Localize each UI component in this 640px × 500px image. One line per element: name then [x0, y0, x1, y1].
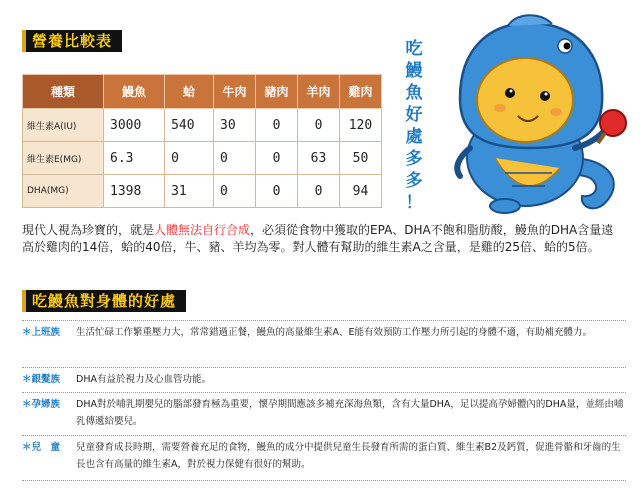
paragraph-highlight: 人體無法自行合成	[154, 223, 251, 237]
benefit-item-office-workers	[22, 324, 626, 362]
table-cell: 0	[165, 142, 214, 175]
table-cell: 0	[256, 175, 298, 208]
table-cell: 6.3	[104, 142, 165, 175]
table-cell: 94	[339, 175, 381, 208]
table-cell: 120	[339, 109, 381, 142]
divider	[22, 367, 626, 368]
table-cell: 30	[214, 109, 256, 142]
benefit-text: 兒童發育成長時期，需要營養充足的食物，鰻魚的成分中提供兒童生長發育所需的蛋白質、維生素B2及鈣質，促進骨骼和牙齒的生長也含有高量的維生素A，對於視力保健有很好的幫助。	[76, 442, 621, 470]
table-cell: 0	[297, 109, 339, 142]
col-header-lamb: 羊肉	[297, 75, 339, 109]
section-header-nutrition	[22, 30, 122, 52]
col-header-pork: 豬肉	[256, 75, 298, 109]
slogan-char: 吃	[405, 39, 423, 59]
col-header-type: 種類	[23, 75, 104, 109]
benefit-item-seniors	[22, 371, 626, 389]
nutrition-table	[22, 74, 382, 208]
table-cell: 0	[214, 142, 256, 175]
benefit-text: 生活忙碌工作繁重壓力大，常常錯過正餐，鰻魚的高量維生素A、E能有效預防工作壓力所引起的身體不適，有助補充體力。	[76, 327, 593, 338]
row-label: 維生素E(MG)	[23, 142, 104, 175]
section-title-benefits: 吃鰻魚對身體的好處	[26, 290, 186, 312]
table-cell: 0	[256, 142, 298, 175]
slogan-char: ！	[405, 193, 423, 213]
col-header-beef: 牛肉	[214, 75, 256, 109]
table-cell: 0	[256, 109, 298, 142]
col-header-chicken: 雞肉	[339, 75, 381, 109]
slogan-char: 魚	[405, 83, 423, 103]
divider	[22, 320, 626, 321]
benefit-tag: ＊孕婦族	[22, 399, 61, 410]
table-row	[23, 175, 382, 208]
paragraph-text-before: 現代人視為珍寶的，就是	[22, 223, 155, 237]
col-header-eel: 鰻魚	[104, 75, 165, 109]
row-label: 維生素A(IU)	[23, 109, 104, 142]
intro-paragraph	[22, 222, 622, 256]
table-row	[23, 142, 382, 175]
divider	[22, 480, 626, 481]
benefit-tag: ＊兒 童	[22, 442, 61, 453]
table-header-row	[23, 75, 382, 109]
table-row	[23, 109, 382, 142]
table-cell: 50	[339, 142, 381, 175]
slogan-char: 處	[405, 127, 423, 147]
section-title-nutrition: 營養比較表	[26, 30, 122, 52]
benefit-item-children	[22, 439, 626, 475]
divider	[22, 392, 626, 393]
paragraph-text-after: ，必須從食物中獲取的EPA、DHA不飽和脂肪酸，鰻魚的DHA含量遠高於雞肉的14倍，蛤的40倍，牛、豬、羊均為零。對人體有幫助的維生素A之含量，是雞的25倍、蛤的5倍。	[22, 223, 614, 254]
row-label: DHA(MG)	[23, 175, 104, 208]
benefit-tag: ＊銀髮族	[22, 374, 61, 385]
benefit-text: DHA對於哺乳期嬰兒的腦部發育極為重要，懷孕期間應該多補充深海魚類，含有大量DHA，足以提高孕婦體內的DHA量，並經由哺乳傳遞給嬰兒。	[76, 399, 624, 427]
table-cell: 540	[165, 109, 214, 142]
table-cell: 31	[165, 175, 214, 208]
section-header-benefits	[22, 290, 186, 312]
benefit-tag: ＊上班族	[22, 327, 61, 338]
slogan-char: 多	[405, 171, 423, 191]
table-cell: 0	[214, 175, 256, 208]
table-cell: 1398	[104, 175, 165, 208]
table-cell: 0	[297, 175, 339, 208]
slogan-char: 多	[405, 149, 423, 169]
benefit-item-pregnant-women	[22, 396, 626, 432]
slogan-char: 好	[405, 105, 423, 125]
divider	[22, 435, 626, 436]
table-cell: 63	[297, 142, 339, 175]
slogan-char: 鰻	[405, 61, 423, 81]
benefit-text: DHA有益於視力及心血管功能。	[76, 374, 211, 385]
col-header-clam: 蛤	[165, 75, 214, 109]
eel-mascot-illustration	[420, 8, 640, 223]
table-cell: 3000	[104, 109, 165, 142]
